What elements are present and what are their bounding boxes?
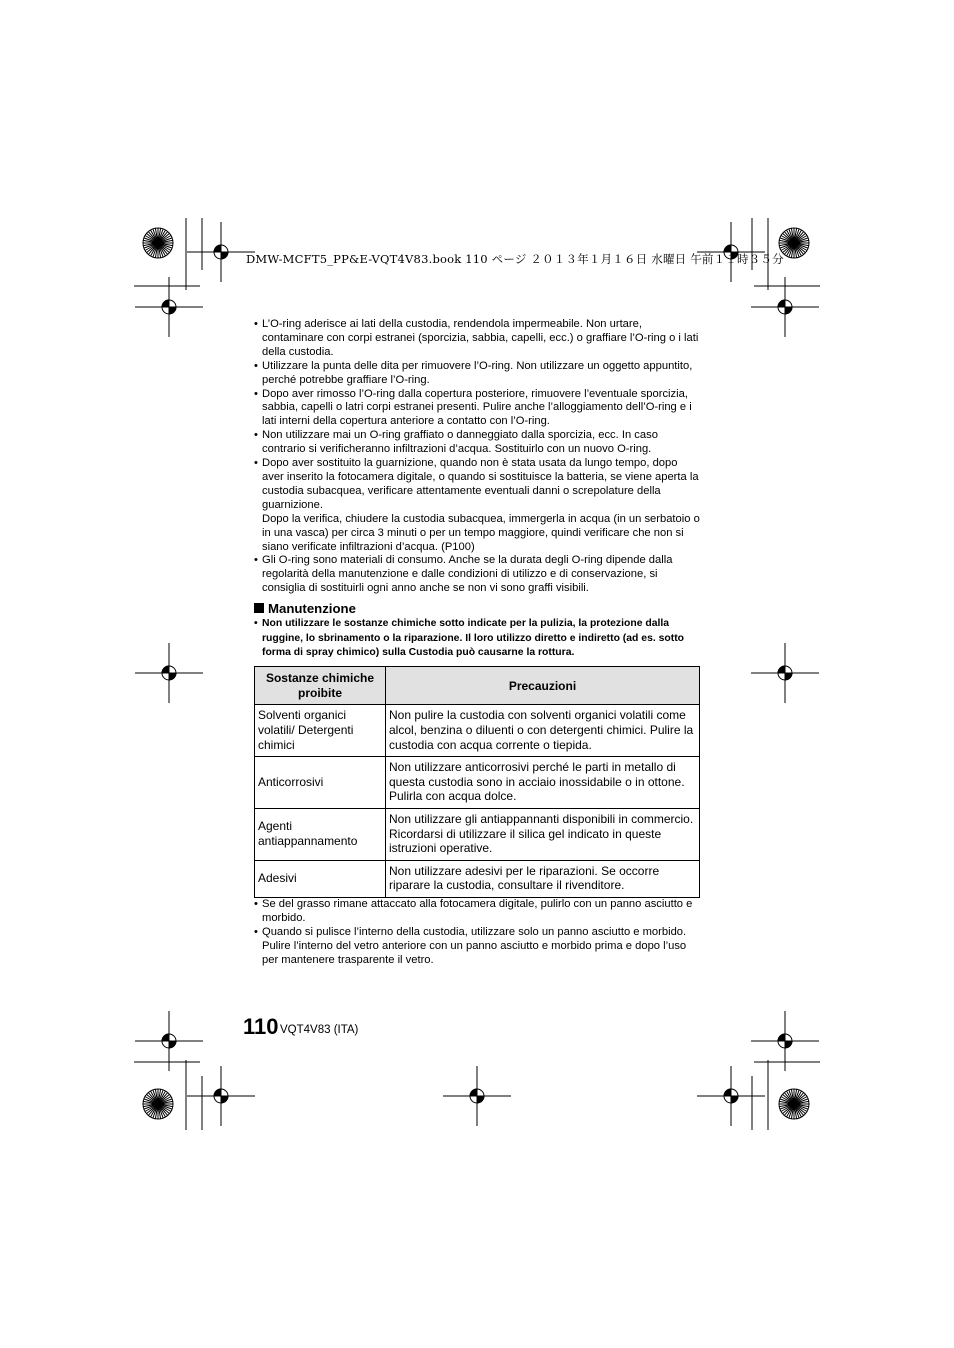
warning-text: • Non utilizzare le sostanze chimiche sotto indicate per la pulizia, la protezione dalla ruggine, lo sbrinamento o la riparazione. Il loro utilizzo diretto e indiretto (ad es. sotto forma di spray chimico) sulla Custodia può causarne la rottura. [254,617,700,660]
table-cell: Anticorrosivi [255,757,386,809]
table-cell: Non pulire la custodia con solventi organici volatili come alcol, benzina o diluenti o con detergenti chimici. Pulire la custodia con acqua corrente o tiepida. [386,705,700,757]
table-cell: Non utilizzare gli antiappannanti disponibili in commercio. Ricordarsi di utilizzare il silica gel indicato in queste istruzioni operative. [386,808,700,860]
list-item: • Utilizzare la punta delle dita per rimuovere l’O-ring. Non utilizzare un oggetto appuntito, perché potrebbe graffiare l’O-ring. [254,360,700,388]
table-cell: Solventi organici volatili/ Detergenti chimici [255,705,386,757]
section-heading [254,600,700,617]
table-cell: Non utilizzare anticorrosivi perché le parti in metallo di questa custodia sono in acciaio inossidabile o in ottone. Pulirla con acqua dolce. [386,757,700,809]
list-item-continuation: Dopo la verifica, chiudere la custodia subacquea, immergerla in acqua (in un serbatoio o in una vasca) per circa 3 minuti o per un tempo maggiore, quindi verificare che non si siano verificate infiltrazioni d’acqua. (P100) [262,512,700,553]
black-square-icon [254,603,264,613]
list-item [254,457,700,554]
page-number: 110 [243,1014,279,1039]
table-row [255,860,700,897]
table-cell: Non utilizzare adesivi per le riparazioni. Se occorre riparare la custodia, consultare il rivenditore. [386,860,700,897]
main-content [254,318,700,967]
list-item: • Non utilizzare mai un O-ring graffiato o danneggiato dalla sporcizia, ecc. In caso contrario si verificheranno infiltrazioni d’acqua. Sostituirlo con un nuovo O-ring. [254,429,700,457]
document-code: VQT4V83 (ITA) [280,1024,359,1036]
bullet-list-top [254,318,700,596]
section-title: Manutenzione [268,601,356,617]
chemicals-table [254,666,700,898]
table-cell: Adesivi [255,860,386,897]
table-row [255,757,700,809]
table-row [255,705,700,757]
list-item: • Se del grasso rimane attaccato alla fotocamera digitale, pulirlo con un panno asciutto e morbido. [254,898,700,926]
column-header-precautions: Precauzioni [386,667,700,705]
list-item: • Gli O-ring sono materiali di consumo. Anche se la durata degli O-ring dipende dalla regolarità della manutenzione e dalle condizioni di utilizzo e di conservazione, si consiglia di sostituirli ogni anno anche se non vi sono graffi visibili. [254,554,700,596]
warning-list [254,617,700,660]
list-item: • Dopo aver rimosso l’O-ring dalla copertura posteriore, rimuovere l’eventuale sporcizia, sabbia, capelli o latri corpi estranei presenti. Pulire anche l’alloggiamento dell’O-ring e i lati interni della copertura anteriore a contatto con l’O-ring. [254,388,700,430]
table-cell: Agenti antiappannamento [255,808,386,860]
list-item: • L’O-ring aderisce ai lati della custodia, rendendola impermeabile. Non urtare, contaminare con corpi estranei (sporcizia, sabbia, capelli, ecc.) o graffiare l’O-ring o i lati della custodia. [254,318,700,360]
list-item: • Quando si pulisce l’interno della custodia, utilizzare solo un panno asciutto e morbido. Pulire l’interno del vetro anteriore con un panno asciutto e morbido prima e dopo l’uso per mantenere trasparente il vetro. [254,926,700,968]
list-item-text: Dopo aver sostituito la guarnizione, quando non è stata usata da lungo tempo, dopo aver inserito la fotocamera digitale, o quando si sostituisce la batteria, se viene aperta la custodia subacquea, verificare attentamente eventuali danni o screpolature della guarnizione. [262,457,699,511]
table-row [255,808,700,860]
table-header-row [255,667,700,705]
bullet-list-bottom [254,898,700,968]
column-header-substances: Sostanze chimiche proibite [255,667,386,705]
print-header-line: DMW-MCFT5_PP&E-VQT4V83.book 110 ページ ２０１３年１月１６日 水曜日 午前１１時３５分 [246,252,784,266]
